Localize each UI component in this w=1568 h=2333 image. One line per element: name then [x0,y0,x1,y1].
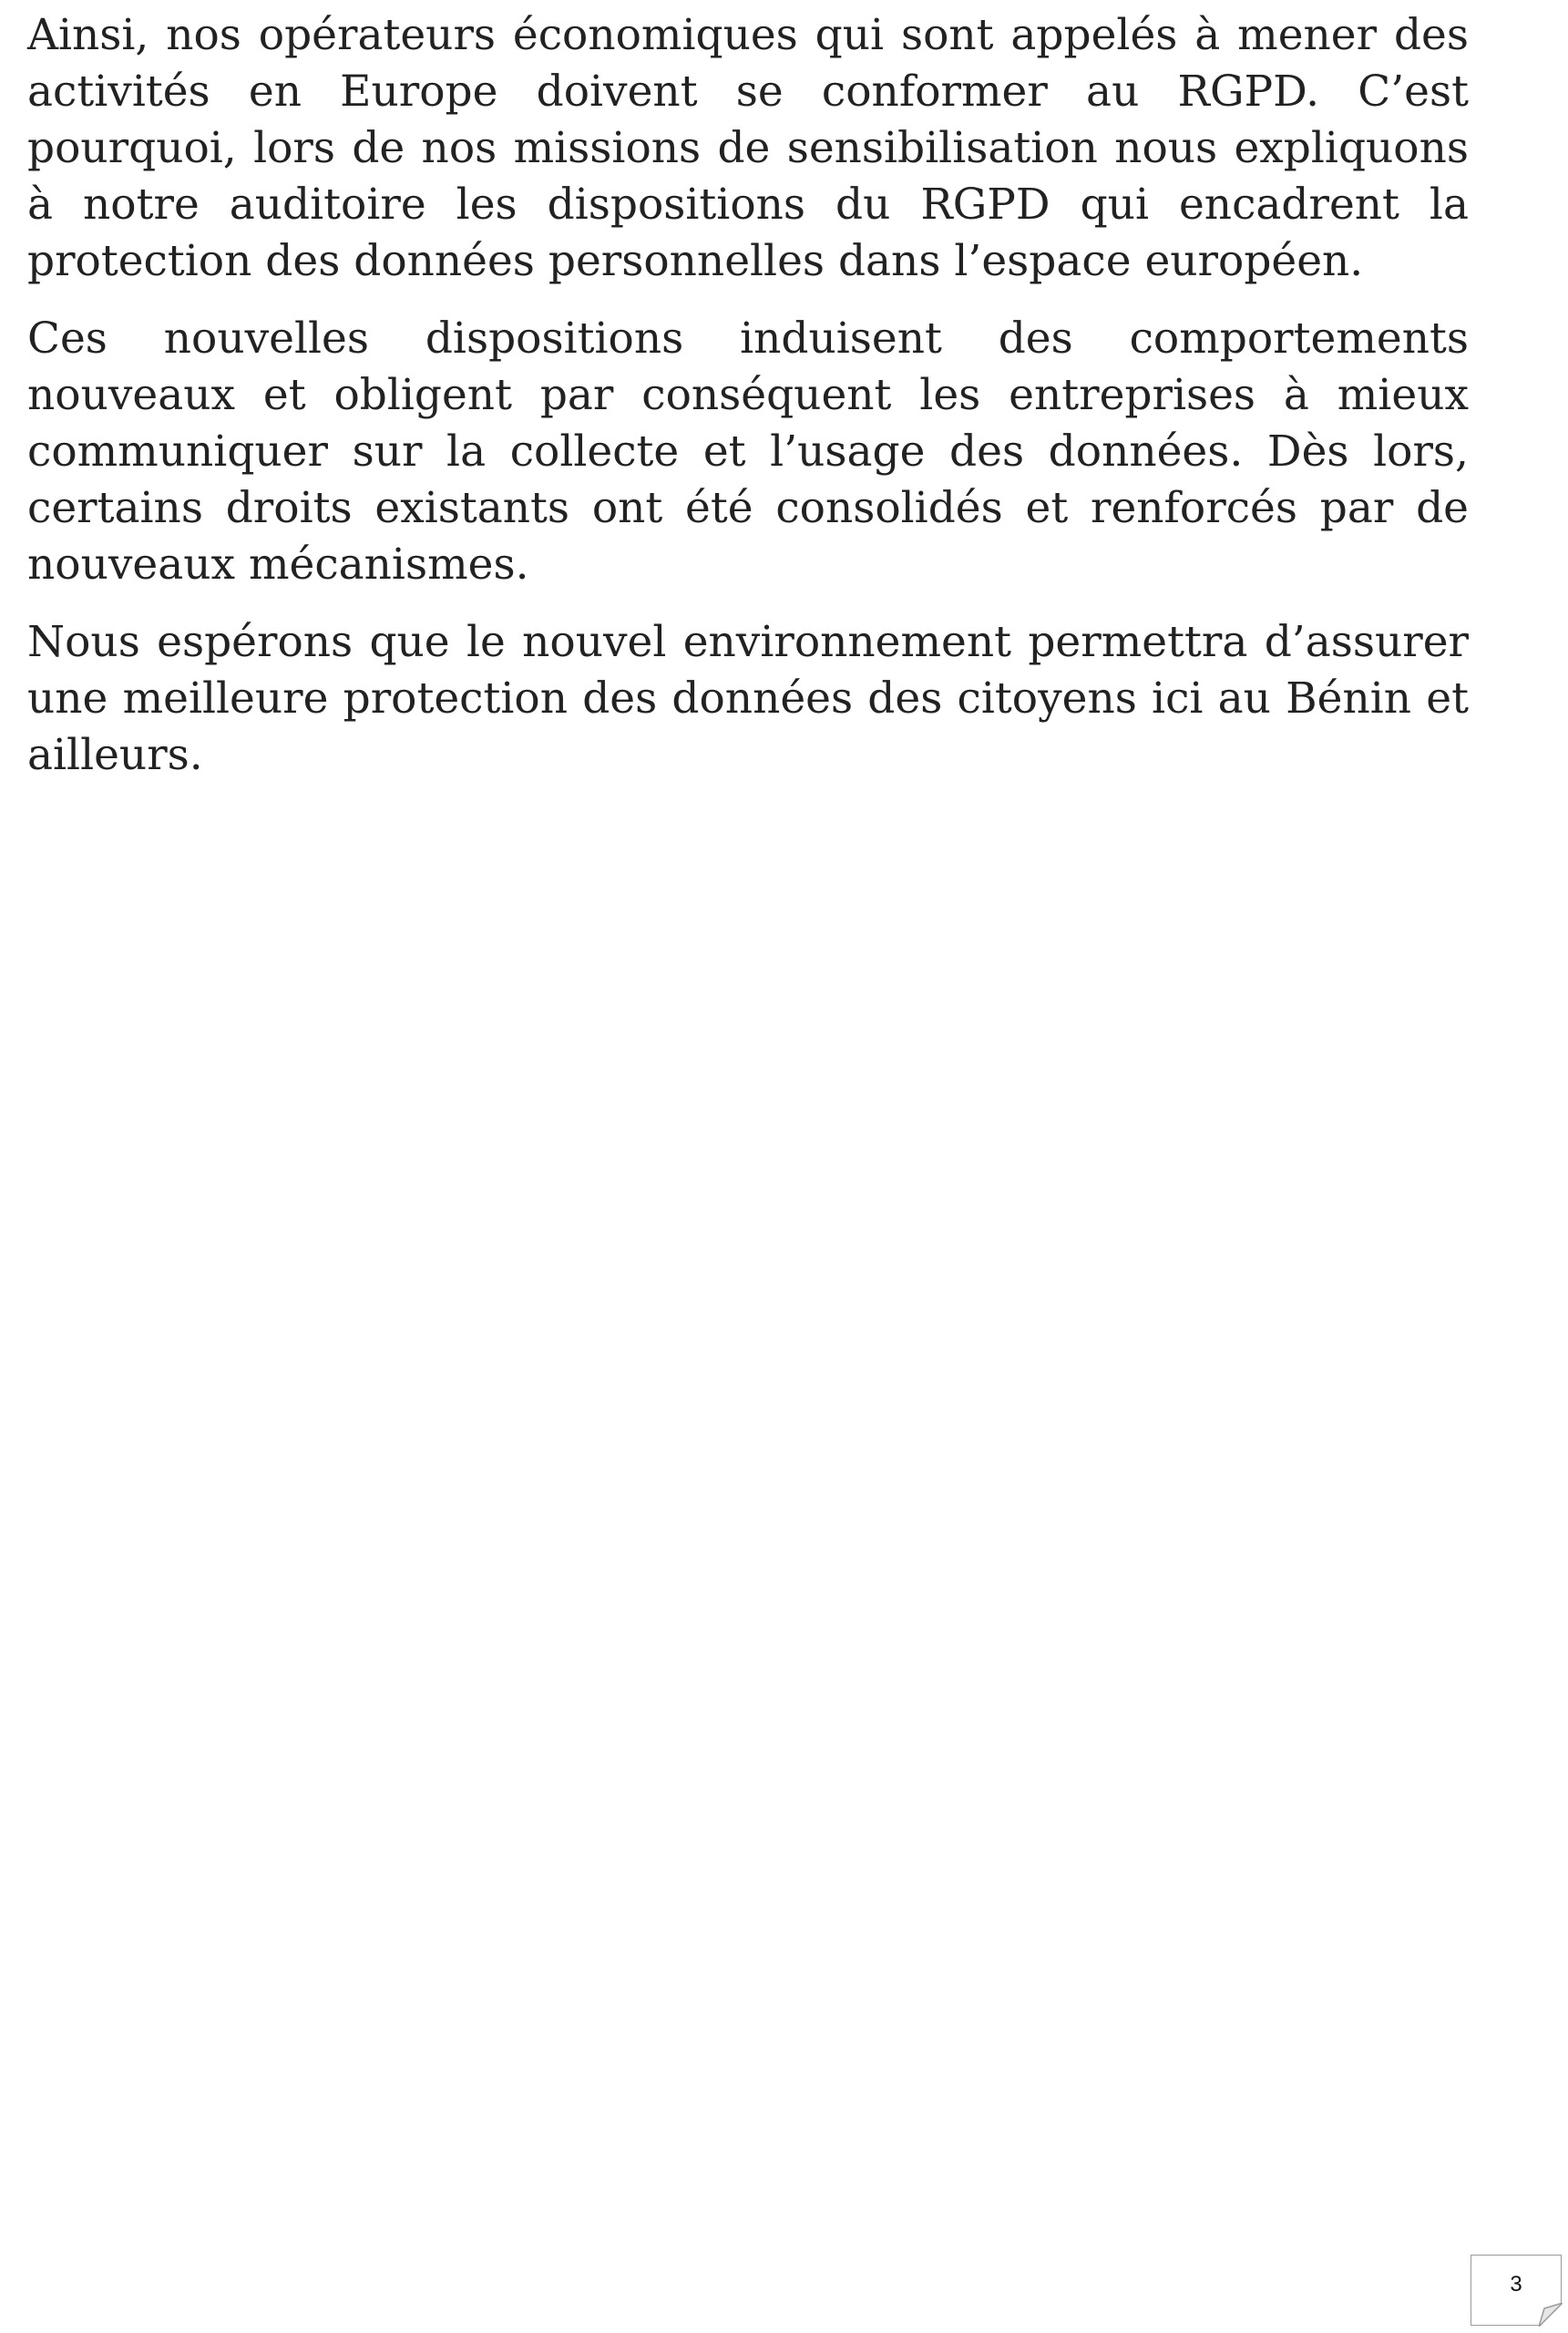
body-text [27,7,1469,805]
page-number: 3 [1510,2272,1522,2297]
page-curl-icon [1539,2303,1563,2327]
paragraph-2: Ces nouvelles dispositions induisent des comportements nouveaux et obligent par conséquent les entreprises à mieux communiquer sur la collecte et l’usage des données. Dès lors, certains droits existants ont été consolidés et renforcés par de nouveaux mécanismes. [27,313,1469,590]
paragraph-3: Nous espérons que le nouvel environnement permettra d’assurer une meilleure protection des données des citoyens ici au Bénin et ailleurs. [27,617,1469,780]
page-number-box [1471,2255,1562,2326]
paragraph-1: Ainsi, nos opérateurs économiques qui sont appelés à mener des activités en Europe doivent se conformer au RGPD. C’est pourquoi, lors de nos missions de sensibilisation nous expliquons à notre auditoire les dispositions du RGPD qui encadrent la protection des données personnelles dans l’espace européen. [27,10,1469,286]
